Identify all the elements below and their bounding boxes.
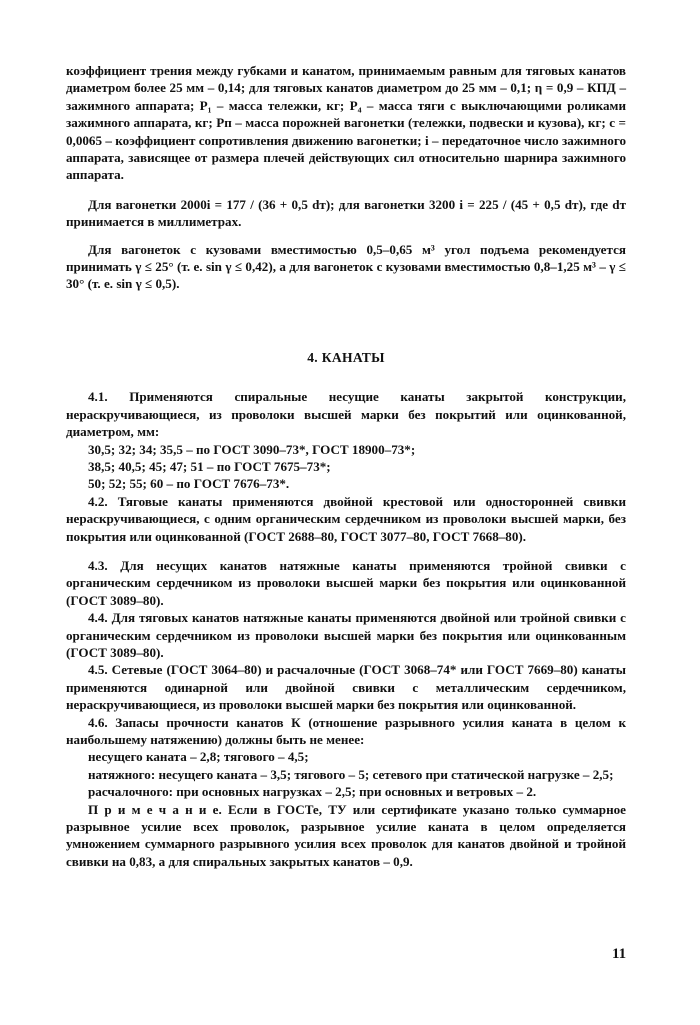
intro-paragraph-formula: Для вагонетки 2000i = 177 / (36 + 0,5 dт); для вагонетки 3200 i = 225 / (45 + 0,5 dт), где dт принимается в миллиметрах.: [66, 196, 626, 230]
rope-list-item-1: 30,5; 32; 34; 35,5 – по ГОСТ 3090–73*, ГОСТ 18900–73*;: [88, 441, 416, 457]
safety-factor-line-2: натяжного: несущего каната – 3,5; тягового – 5; сетевого при статической нагрузке – 2,5;: [88, 766, 614, 782]
intro-paragraph-angle: Для вагонеток с кузовами вместимостью 0,5–0,65 м³ угол подъема рекомендуется принимать γ ≤ 25° (т. е. sin γ ≤ 0,42), а для вагонеток с кузовами вместимостью 0,8–1,25 м³ – γ ≤ 30° (т. е. sin γ ≤ 0,5).: [66, 241, 626, 292]
rope-list-item-3: 50; 52; 55; 60 – по ГОСТ 7676–73*.: [88, 476, 290, 492]
intro-paragraph-1: коэффициент трения между губками и канатом, принимаемым равным для тяговых канатов диаметром более 25 мм – 0,14; для тяговых канатов диаметром до 25 мм – 0,1; η = 0,9 – КПД – зажимного аппарата; P₁ – масса тележки, кг; P₄ – масса тяги с выключающими роликами зажимного аппарата, кг; Pп – масса порожней вагонетки (тележки, подвески и кузова), кг; c = 0,0065 – коэффициент сопротивления движению вагонетки; i – передаточное число зажимного аппарата, зависящее от размера плечей действующих сил относительно шарнира зажимного аппарата.: [66, 63, 626, 183]
safety-factor-line-1: несущего каната – 2,8; тягового – 4,5;: [88, 749, 309, 765]
clause-4-1: 4.1. Применяются спиральные несущие канаты закрытой конструкции, нераскручивающиеся, из проволоки высшей марки без покрытий или оцинкованной, диаметром, мм:: [66, 389, 626, 440]
clause-4-3: 4.3. Для несущих канатов натяжные канаты применяются тройной свивки с органическим сердечником из проволоки высшей марки без покрытия или оцинкованной (ГОСТ 3089–80).: [66, 557, 626, 608]
note-paragraph: П р и м е ч а н и е. Если в ГОСТе, ТУ или сертификате указано только суммарное разрывное усилие всех проволок, разрывное усилие каната в целом определяется умножением суммарного разрывного усилия всех проволок для канатов двойной и тройной свивки на 0,83, а для спиральных закрытых канатов – 0,9.: [66, 801, 626, 869]
clause-4-6: 4.6. Запасы прочности канатов К (отношение разрывного усилия каната в целом к наибольшему натяжению) должны быть не менее:: [66, 714, 626, 747]
safety-factor-line-3: расчалочного: при основных нагрузках – 2,5; при основных и ветровых – 2.: [88, 784, 537, 800]
clause-4-4: 4.4. Для тяговых канатов натяжные канаты применяются двойной или тройной свивки с органическим сердечником из проволоки высшей марки без покрытия или оцинкованным (ГОСТ 3089–80).: [66, 610, 626, 660]
section-title: 4. КАНАТЫ: [307, 349, 385, 365]
clause-4-2: 4.2. Тяговые канаты применяются двойной крестовой или односторонней свивки нераскручивающиеся, с одним органическим сердечником из проволоки высшей марки, без покрытия или оцинкованной (ГОСТ 2688–80, ГОСТ 3077–80, ГОСТ 7668–80).: [66, 493, 626, 544]
rope-list-item-2: 38,5; 40,5; 45; 47; 51 – по ГОСТ 7675–73*;: [88, 458, 331, 474]
body-text: [66, 62, 626, 870]
page-number: 11: [612, 946, 627, 962]
clause-4-5: 4.5. Сетевые (ГОСТ 3064–80) и расчалочные (ГОСТ 3068–74* или ГОСТ 7669–80) канаты применяются одинарной или двойной свивки с металлическим сердечником, нераскручивающиеся, из проволоки высшей марки без покрытия или оцинкованной.: [66, 662, 626, 713]
